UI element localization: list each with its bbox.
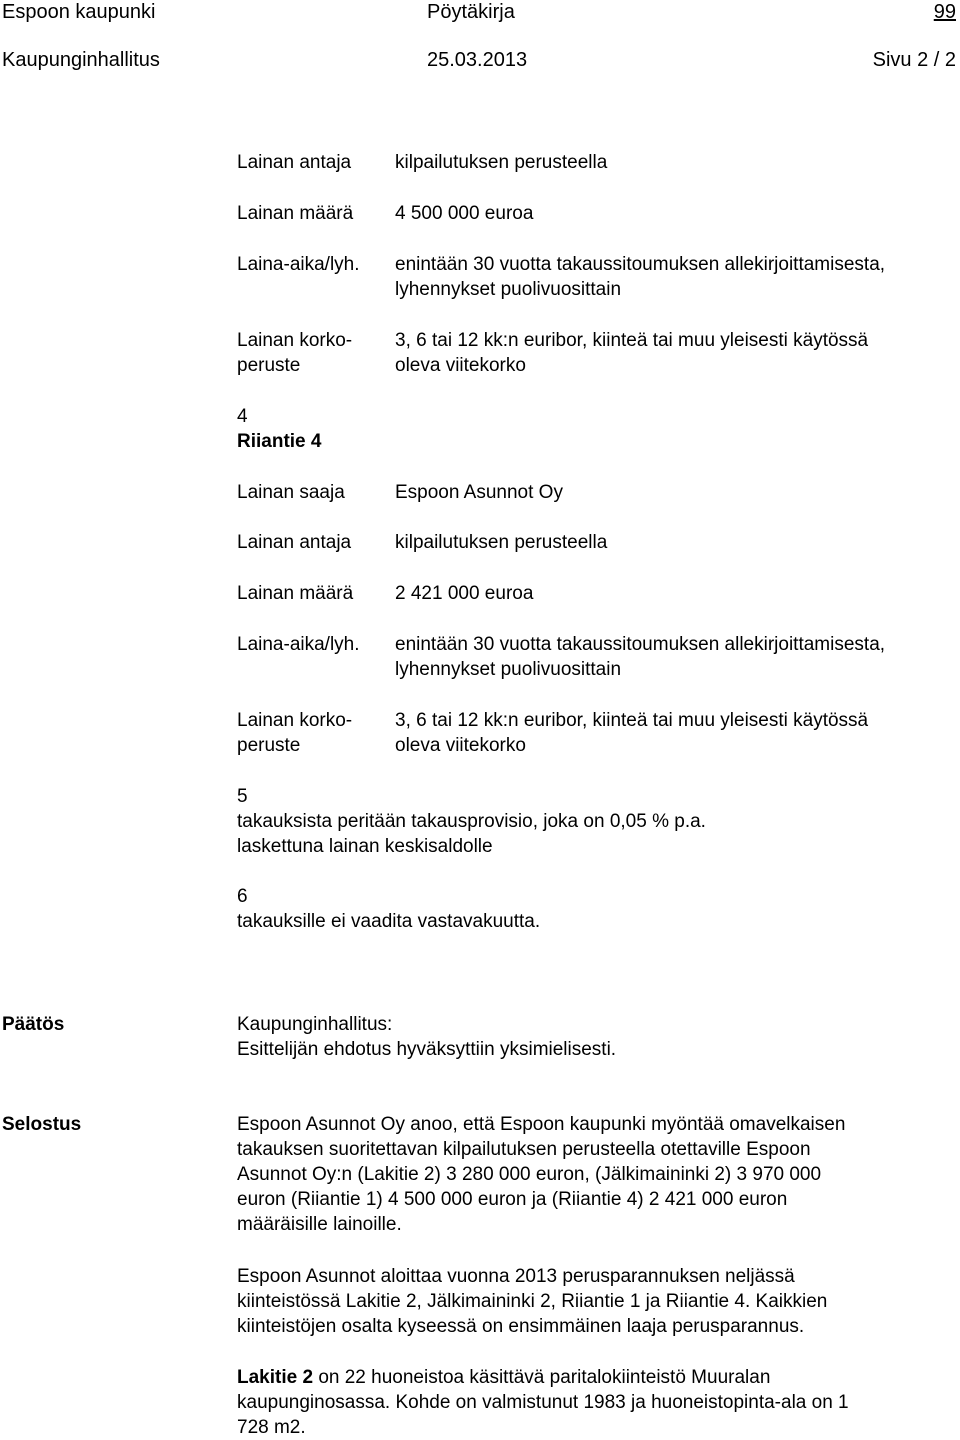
item4-rate-label-line1: Lainan korko- <box>237 710 353 731</box>
header-page: Sivu 2 / 2 <box>872 49 956 71</box>
statement-p1-line3: Asunnot Oy:n (Lakitie 2) 3 280 000 euron, (Jälkimaininki 2) 3 970 000 <box>237 1164 822 1185</box>
lender-label: Lainan antaja <box>237 152 352 173</box>
item4-borrower-value: Espoon Asunnot Oy <box>395 482 563 503</box>
item5-line2: laskettuna lainan keskisaldolle <box>237 836 493 857</box>
item4-number: 4 <box>237 406 248 427</box>
statement-label: Selostus <box>2 1114 82 1135</box>
statement-p3-line1-rest: on 22 huoneistoa käsittävä paritalokiinteistö Muuralan <box>313 1367 771 1388</box>
statement-p2-line1: Espoon Asunnot aloittaa vuonna 2013 perusparannuksen neljässä <box>237 1266 795 1287</box>
item4-title: Riiantie 4 <box>237 431 322 452</box>
amount-label: Lainan määrä <box>237 203 354 224</box>
term-value-line2: lyhennykset puolivuosittain <box>395 279 622 300</box>
statement-p3-line1 <box>237 1365 770 1390</box>
rate-label-line2: peruste <box>237 355 301 376</box>
rate-value-line2: oleva viitekorko <box>395 355 526 376</box>
decision-line2: Esittelijän ehdotus hyväksyttiin yksimielisesti. <box>237 1039 617 1060</box>
header-section-number: 99 <box>933 1 956 23</box>
amount-value: 4 500 000 euroa <box>395 203 534 224</box>
item4-amount-label: Lainan määrä <box>237 583 354 604</box>
lender-value: kilpailutuksen perusteella <box>395 152 608 173</box>
term-value-line1: enintään 30 vuotta takaussitoumuksen allekirjoittamisesta, <box>395 254 886 275</box>
item4-rate-value-line1: 3, 6 tai 12 kk:n euribor, kiinteä tai muu yleisesti käytössä <box>395 710 869 731</box>
header-doc-type: Pöytäkirja <box>427 1 515 23</box>
item5-line1: takauksista peritään takausprovisio, joka on 0,05 % p.a. <box>237 811 706 832</box>
item4-borrower-label: Lainan saaja <box>237 482 345 503</box>
item4-term-label: Laina-aika/lyh. <box>237 634 360 655</box>
rate-value-line1: 3, 6 tai 12 kk:n euribor, kiinteä tai muu yleisesti käytössä <box>395 330 869 351</box>
statement-p3-line2: kaupunginosassa. Kohde on valmistunut 1983 ja huoneistopinta-ala on 1 <box>237 1392 849 1413</box>
statement-p2-line3: kiinteistöjen osalta kyseessä on ensimmäinen laaja perusparannus. <box>237 1316 805 1337</box>
rate-label-line1: Lainan korko- <box>237 330 353 351</box>
term-label: Laina-aika/lyh. <box>237 254 360 275</box>
item4-rate-value-line2: oleva viitekorko <box>395 735 526 756</box>
decision-line1: Kaupunginhallitus: <box>237 1014 393 1035</box>
item4-lender-label: Lainan antaja <box>237 532 352 553</box>
header-date: 25.03.2013 <box>427 49 528 71</box>
item4-amount-value: 2 421 000 euroa <box>395 583 534 604</box>
item6-line1: takauksille ei vaadita vastavakuutta. <box>237 911 541 932</box>
statement-p3-bold: Lakitie 2 <box>237 1367 314 1388</box>
header-org: Espoon kaupunki <box>2 1 156 23</box>
statement-p3-line3: 728 m2. <box>237 1417 306 1438</box>
header-body: Kaupunginhallitus <box>2 49 160 71</box>
item4-lender-value: kilpailutuksen perusteella <box>395 532 608 553</box>
item6-number: 6 <box>237 886 248 907</box>
item4-rate-label-line2: peruste <box>237 735 301 756</box>
item4-term-value-line2: lyhennykset puolivuosittain <box>395 659 622 680</box>
statement-p1-line2: takauksen suoritettavan kilpailutuksen perusteella otettaville Espoon <box>237 1139 811 1160</box>
decision-label: Päätös <box>2 1014 65 1035</box>
statement-p1-line4: euron (Riiantie 1) 4 500 000 euron ja (Riiantie 4) 2 421 000 euron <box>237 1189 788 1210</box>
statement-p2-line2: kiinteistössä Lakitie 2, Jälkimaininki 2, Riiantie 1 ja Riiantie 4. Kaikkien <box>237 1291 828 1312</box>
item5-number: 5 <box>237 786 248 807</box>
statement-p1-line5: määräisille lainoille. <box>237 1214 402 1235</box>
statement-p1-line1: Espoon Asunnot Oy anoo, että Espoon kaupunki myöntää omavelkaisen <box>237 1114 846 1135</box>
item4-term-value-line1: enintään 30 vuotta takaussitoumuksen allekirjoittamisesta, <box>395 634 886 655</box>
